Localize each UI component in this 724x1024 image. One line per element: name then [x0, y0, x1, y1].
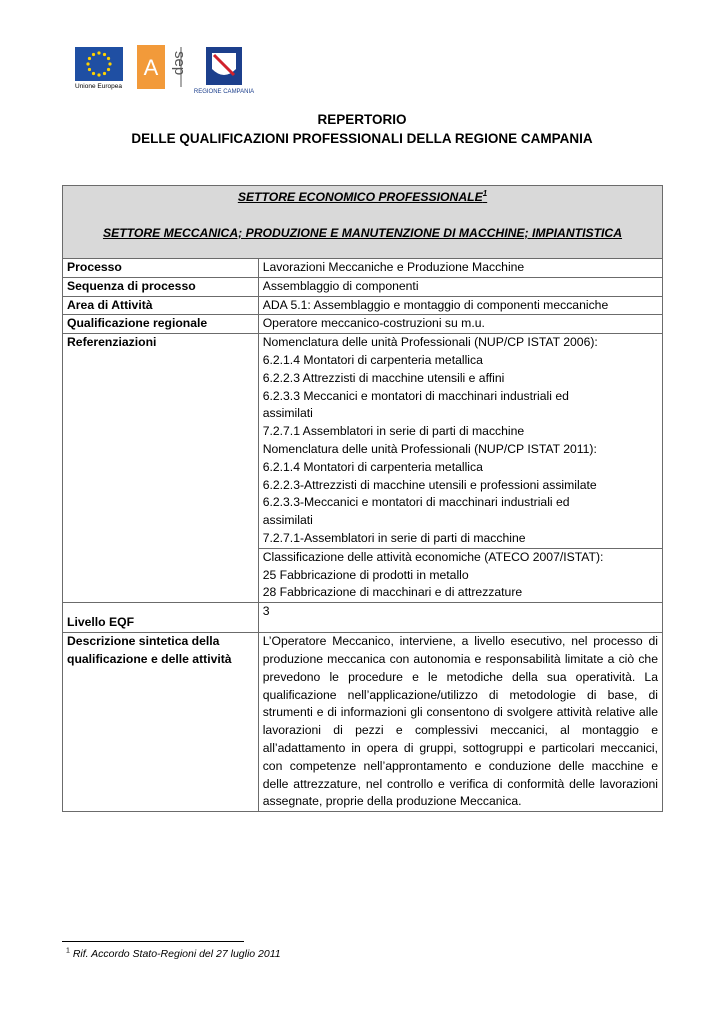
qualificazione-label: Qualificazione regionale [63, 315, 259, 334]
ref-line: 6.2.1.4 Montatori di carpenteria metallica [262, 352, 483, 367]
regione-campania-logo [193, 47, 255, 95]
ateco-line: 28 Fabbricazione di macchinari e di attrezzature [262, 585, 523, 600]
eu-star-icon [107, 68, 110, 71]
ref-line: 6.2.3.3 Meccanici e montatori di macchinari industriali ed [262, 388, 569, 403]
eu-star-icon [97, 51, 100, 54]
eu-star-icon [108, 62, 111, 65]
eu-star-icon [88, 68, 91, 71]
sector-row [63, 186, 663, 259]
table-row [63, 603, 663, 633]
ref-line: assimilati [262, 406, 313, 421]
ref-line: assimilati [262, 513, 313, 528]
table-row [63, 277, 663, 296]
descrizione-text: L’Operatore Meccanico, interviene, a livello esecutivo, nel processo di produzione meccanica con autonomia e responsabilità limitate a ciò che prevedono le procedure e le metodiche della sua operatività. La qualificazione nell’applicazione/utilizzo di metodologie di base, di strumenti e di informazioni gli consentono di svolgere attività relative alle lavorazioni di pezzi e complessivi meccanici, al montaggio e all’adattamento in opera di gruppi, sottogruppi e particolari meccanici, con competenze nell’approntamento e conduzione delle macchine e delle attrezzature, nel controllo e verifica di conformità delle lavorazioni assegnate, proprie della produzione Meccanica. [262, 634, 658, 809]
eu-star-icon [107, 57, 110, 60]
campania-caption: REGIONE CAMPANIA [193, 89, 255, 95]
ref-line: 7.2.7.1-Assemblatori in serie di parti di macchine [262, 530, 526, 545]
area-label: Area di Attività [63, 296, 259, 315]
ateco-line: 25 Fabbricazione di prodotti in metallo [262, 567, 469, 582]
eu-star-icon [103, 53, 106, 56]
ref-line: 6.2.2.3 Attrezzisti di macchine utensili e affini [262, 370, 505, 385]
eqf-value: 3 [258, 603, 662, 633]
arsep-logo [137, 45, 195, 89]
svg-text:A: A [143, 55, 159, 80]
eu-caption: Unione Europea [75, 83, 122, 90]
table-row [63, 334, 663, 549]
table-row [63, 296, 663, 315]
sequenza-value: Assemblaggio di componenti [258, 277, 662, 296]
footnote-text: Rif. Accordo Stato-Regioni del 27 luglio 2011 [72, 948, 281, 960]
eu-star-icon [86, 62, 89, 65]
processo-label: Processo [63, 259, 259, 278]
sector-heading: SETTORE ECONOMICO PROFESSIONALE$^1$ [237, 188, 488, 204]
descrizione-label: Descrizione sintetica della qualificazione e delle attività [63, 633, 259, 812]
table-row [63, 633, 663, 812]
ref-line: 7.2.7.1 Assemblatori in serie di parti di macchine [262, 424, 525, 439]
table-row [63, 259, 663, 278]
eu-star-icon [88, 57, 91, 60]
qualification-table [62, 185, 663, 812]
footnote-mark: 1 [66, 947, 70, 955]
referenziazioni-nup [258, 334, 662, 549]
eu-star-icon [97, 73, 100, 76]
table-row [63, 315, 663, 334]
footnote [66, 948, 281, 960]
sector-name: SETTORE MECCANICA; PRODUZIONE E MANUTENZIONE DI MACCHINE; IMPIANTISTICA [102, 225, 623, 240]
svg-text:sep: sep [171, 51, 188, 76]
qualificazione-value: Operatore meccanico-costruzioni su m.u. [258, 315, 662, 334]
footnote-separator [62, 941, 244, 942]
ref-line: 6.2.1.4 Montatori di carpenteria metallica [262, 459, 483, 474]
sector-cell [63, 186, 663, 259]
descrizione-value [258, 633, 662, 812]
sequenza-label: Sequenza di processo [63, 277, 259, 296]
document-title: REPERTORIO [317, 112, 407, 127]
eu-star-icon [92, 53, 95, 56]
ref-line: 6.2.2.3-Attrezzisti di macchine utensili e professioni assimilate [262, 477, 597, 492]
ateco-line: Classificazione delle attività economiche (ATECO 2007/ISTAT): [262, 549, 604, 564]
processo-value: Lavorazioni Meccaniche e Produzione Macchine [258, 259, 662, 278]
eu-star-icon [103, 72, 106, 75]
referenziazioni-label: Referenziazioni [63, 334, 259, 603]
document-subtitle: DELLE QUALIFICAZIONI PROFESSIONALI DELLA REGIONE CAMPANIA [131, 131, 593, 146]
area-value: ADA 5.1: Assemblaggio e montaggio di componenti meccaniche [258, 296, 662, 315]
eu-star-icon [92, 72, 95, 75]
eu-flag-logo [75, 47, 123, 81]
referenziazioni-ateco [258, 548, 662, 602]
footnote-ref: 1 [482, 188, 488, 198]
ref-line: 6.2.3.3-Meccanici e montatori di macchinari industriali ed [262, 495, 570, 510]
ref-line: Nomenclatura delle unità Professionali (NUP/CP ISTAT 2011): [262, 441, 597, 456]
eqf-label: Livello EQF [63, 603, 259, 633]
ref-line: Nomenclatura delle unità Professionali (NUP/CP ISTAT 2006): [262, 335, 598, 350]
